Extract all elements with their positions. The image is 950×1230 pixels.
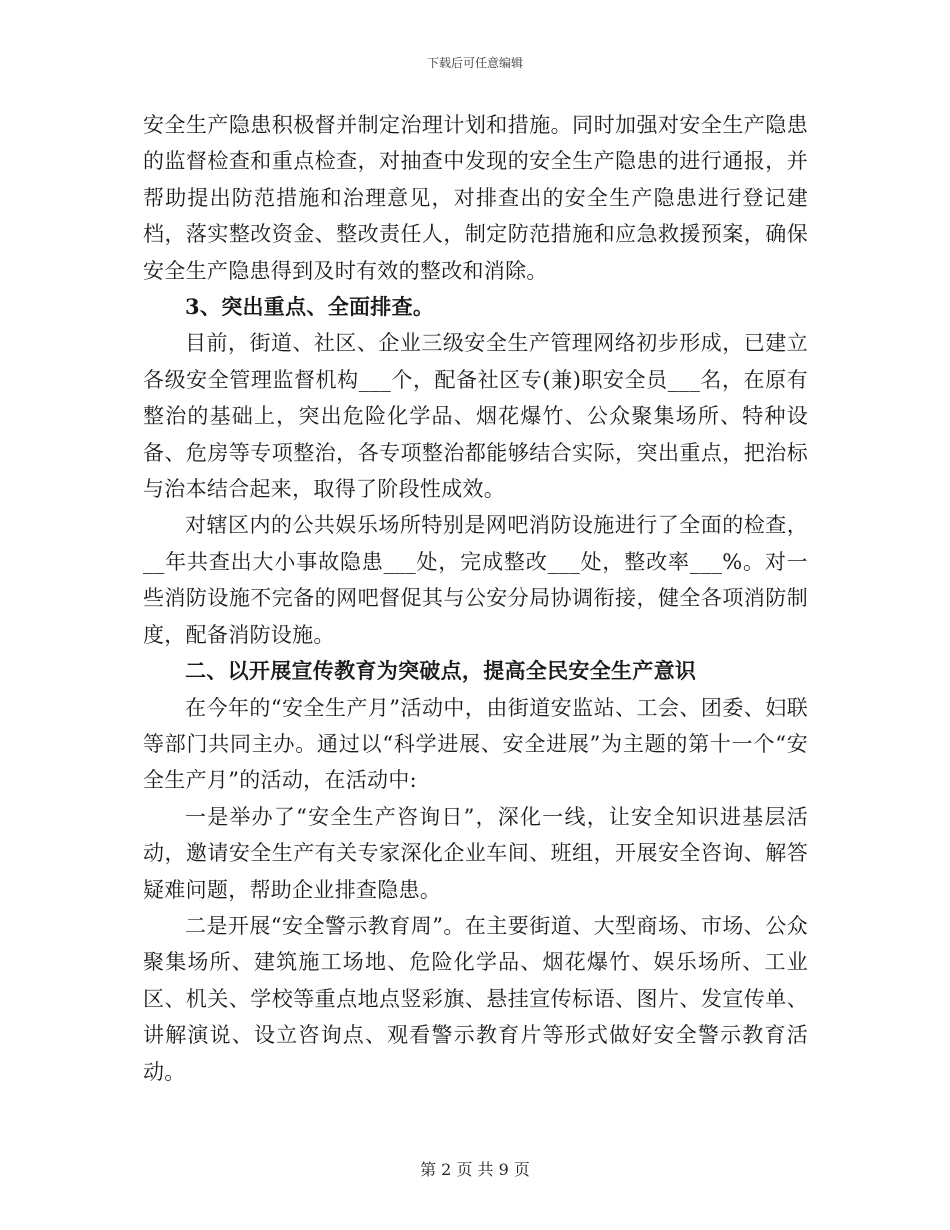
paragraph-3: 对辖区内的公共娱乐场所特别是网吧消防设施进行了全面的检查，__年共查出大小事故隐患___处，完成整改___处，整改率___%。对一些消防设施不完备的网吧督促其与公安分局协调衔接，健全各项消防制度，配备消防设施。 [143, 513, 808, 647]
page-footer: 第 2 页 共 9 页 [420, 1160, 530, 1179]
paragraph-5: 一是举办了“安全生产咨询日”，深化一线，让安全知识进基层活动，邀请安全生产有关专家深化企业车间、班组，开展安全咨询、解答疑难问题，帮助企业排查隐患。 [143, 804, 808, 902]
document-body [143, 107, 808, 1090]
paragraph-4: 在今年的“安全生产月”活动中，由街道安监站、工会、团委、妇联等部门共同主办。通过以“科学进展、安全进展”为主题的第十一个“安全生产月”的活动，在活动中: [143, 695, 808, 793]
paragraph-6: 二是开展“安全警示教育周”。在主要街道、大型商场、市场、公众聚集场所、建筑施工场地、危险化学品、烟花爆竹、娱乐场所、工业区、机关、学校等重点地点竖彩旗、悬挂宣传标语、图片、发宣传单、讲解演说、设立咨询点、观看警示教育片等形式做好安全警示教育活动。 [143, 913, 808, 1084]
section-heading-3: 3、突出重点、全面排查。 [185, 294, 435, 320]
header-note: 下载后可任意编辑 [426, 56, 523, 70]
section-heading-2: 二、以开展宣传教育为突破点，提高全民安全生产意识 [185, 658, 697, 684]
paragraph-1: 安全生产隐患积极督并制定治理计划和措施。同时加强对安全生产隐患的监督检查和重点检查，对抽查中发现的安全生产隐患的进行通报，并帮助提出防范措施和治理意见，对排查出的安全生产隐患进行登记建档，落实整改资金、整改责任人，制定防范措施和应急救援预案，确保安全生产隐患得到及时有效的整改和消除。 [143, 113, 808, 283]
paragraph-2: 目前，街道、社区、企业三级安全生产管理网络初步形成，已建立各级安全管理监督机构___个，配备社区专(兼)职安全员___名，在原有整治的基础上，突出危险化学品、烟花爆竹、公众聚集场所、特种设备、危房等专项整治，各专项整治都能够结合实际，突出重点，把治标与治本结合起来，取得了阶段性成效。 [143, 331, 808, 502]
